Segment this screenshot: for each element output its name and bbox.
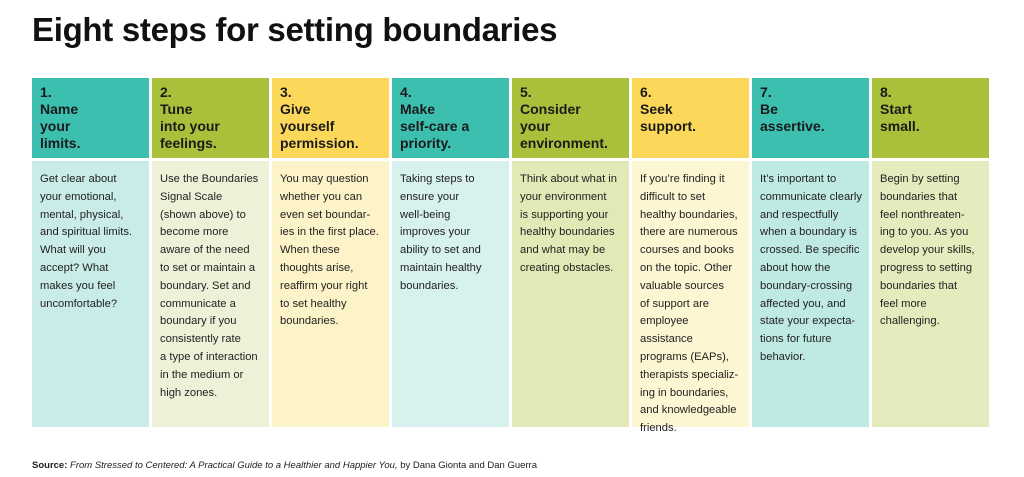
step-header — [32, 78, 149, 158]
step-description: Taking steps to ensure your well-being improves your ability to set and maintain healthy boundaries. — [392, 161, 509, 427]
step-number: 8. — [880, 84, 892, 100]
step-number: 7. — [760, 84, 772, 100]
step-description: Get clear about your emotional, mental, physical, and spiritual limits. What will you accept? What makes you feel uncomfortable? — [32, 161, 149, 427]
source-book-title: From Stressed to Centered: A Practical Guide to a Healthier and Happier You, — [70, 460, 398, 471]
step-column-2 — [152, 78, 269, 427]
source-label: Source: — [32, 460, 68, 471]
steps-table — [32, 78, 989, 435]
step-number: 4. — [400, 84, 412, 100]
step-header — [272, 78, 389, 158]
source-authors: by Dana Gionta and Dan Guerra — [397, 460, 538, 471]
step-number: 3. — [280, 84, 292, 100]
step-title: Be assertive. — [760, 101, 825, 134]
step-title: Tune into your feelings. — [160, 101, 220, 151]
step-column-7 — [752, 78, 869, 427]
step-header — [872, 78, 989, 158]
page-title: Eight steps for setting boundaries — [32, 11, 558, 48]
step-column-3 — [272, 78, 389, 427]
step-title: Make self-care a priority. — [400, 101, 470, 151]
step-column-1 — [32, 78, 149, 427]
step-header — [152, 78, 269, 158]
step-title: Give yourself permission. — [280, 101, 359, 151]
step-number: 1. — [40, 84, 52, 100]
step-description: Begin by setting boundaries that feel nonthreaten- ing to you. As you develop your skills, progress to setting boundaries that feel more challenging. — [872, 161, 989, 427]
step-number: 6. — [640, 84, 652, 100]
step-header — [512, 78, 629, 158]
step-title: Name your limits. — [40, 101, 81, 151]
step-header — [632, 78, 749, 158]
step-number: 2. — [160, 84, 172, 100]
step-column-6 — [632, 78, 749, 435]
step-description: Think about what in your environment is supporting your healthy boundaries and what may be creating obstacles. — [512, 161, 629, 427]
step-description: If you’re finding it difficult to set healthy boundaries, there are numerous courses and books on the topic. Other valuable sources of support are employee assistance programs (EAPs), therapists specializ- ing in boundaries, and knowledgeable friends. — [632, 161, 749, 427]
step-title: Seek support. — [640, 101, 696, 134]
step-description: Use the Boundaries Signal Scale (shown above) to become more aware of the need to set or maintain a boundary. Set and communicate a boundary if you consistently rate a type of interaction in the medium or high zones. — [152, 161, 269, 427]
step-title: Start small. — [880, 101, 920, 134]
step-column-8 — [872, 78, 989, 427]
step-title: Consider your environment. — [520, 101, 608, 151]
step-column-4 — [392, 78, 509, 427]
source-citation — [32, 460, 537, 471]
step-description: You may question whether you can even set boundar- ies in the first place. When these thoughts arise, reaffirm your right to set healthy boundaries. — [272, 161, 389, 427]
step-column-5 — [512, 78, 629, 427]
step-header — [752, 78, 869, 158]
step-number: 5. — [520, 84, 532, 100]
step-header — [392, 78, 509, 158]
step-description: It’s important to communicate clearly and respectfully when a boundary is crossed. Be specific about how the boundary-crossing affected you, and state your expecta- tions for future behavior. — [752, 161, 869, 427]
